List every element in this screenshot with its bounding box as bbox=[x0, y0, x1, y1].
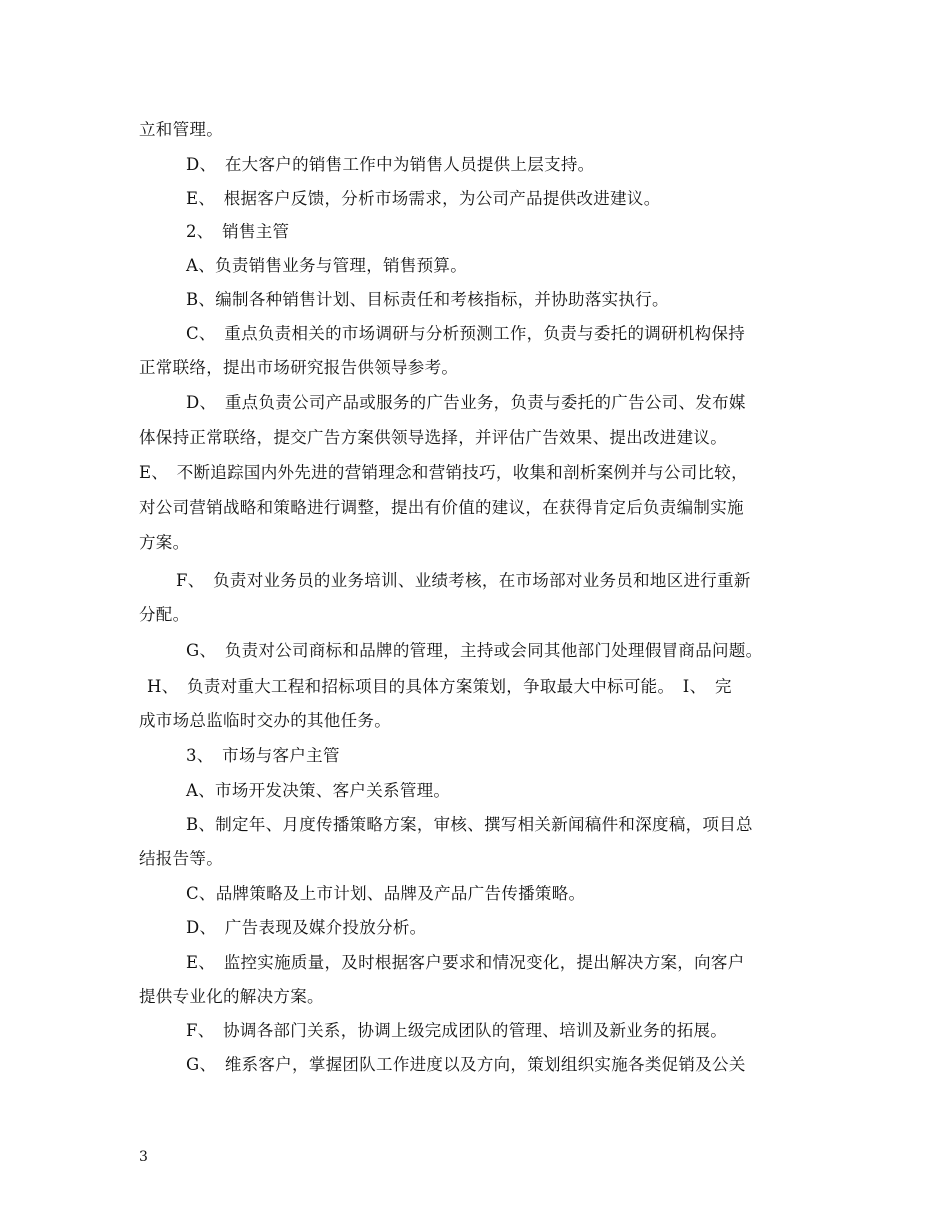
text-line: B、制定年、月度传播策略方案，审核、撰写相关新闻稿件和深度稿，项目总 bbox=[186, 815, 753, 834]
text-line: E、 监控实施质量，及时根据客户要求和情况变化，提出解决方案，向客户 bbox=[186, 953, 745, 972]
text-line: H、 负责对重大工程和招标项目的具体方案策划，争取最大中标可能。 I、 完 bbox=[147, 677, 732, 696]
text-line: G、 负责对公司商标和品牌的管理，主持或会同其他部门处理假冒商品问题。 bbox=[186, 641, 763, 660]
text-line: C、 重点负责相关的市场调研与分析预测工作，负责与委托的调研机构保持 bbox=[186, 324, 746, 343]
text-line: 3、 市场与客户主管 bbox=[186, 746, 340, 765]
text-line: 立和管理。 bbox=[139, 120, 223, 139]
text-line: 2、 销售主管 bbox=[186, 222, 290, 241]
text-line: 体保持正常联络，提交广告方案供领导选择，并评估广告效果、提出改进建议。 bbox=[139, 428, 727, 447]
text-line: D、 重点负责公司产品或服务的广告业务，负责与委托的广告公司、发布媒 bbox=[186, 393, 746, 412]
text-line: 结报告等。 bbox=[139, 849, 223, 868]
text-line: A、负责销售业务与管理，销售预算。 bbox=[186, 256, 468, 275]
text-line: F、 负责对业务员的业务培训、业绩考核，在市场部对业务员和地区进行重新 bbox=[176, 571, 751, 590]
text-line: E、 不断追踪国内外先进的营销理念和营销技巧，收集和剖析案例并与公司比较， bbox=[139, 463, 748, 482]
text-line: 分配。 bbox=[139, 605, 190, 624]
text-line: 方案。 bbox=[139, 533, 190, 552]
text-line: 提供专业化的解决方案。 bbox=[139, 987, 324, 1006]
text-line: F、 协调各部门关系，协调上级完成团队的管理、培训及新业务的拓展。 bbox=[186, 1021, 728, 1040]
text-line: G、 维系客户，掌握团队工作进度以及方向，策划组织实施各类促销及公关 bbox=[186, 1055, 746, 1074]
text-line: 成市场总监临时交办的其他任务。 bbox=[139, 711, 391, 730]
text-line: D、 广告表现及媒介投放分析。 bbox=[186, 918, 427, 937]
text-line: E、 根据客户反馈，分析市场需求，为公司产品提供改进建议。 bbox=[186, 189, 661, 208]
page-number: 3 bbox=[139, 1149, 148, 1165]
text-line: A、市场开发决策、客户关系管理。 bbox=[186, 781, 451, 800]
text-line: D、 在大客户的销售工作中为销售人员提供上层支持。 bbox=[186, 155, 595, 174]
text-line: C、品牌策略及上市计划、品牌及产品广告传播策略。 bbox=[186, 884, 586, 903]
text-line: 正常联络，提出市场研究报告供领导参考。 bbox=[139, 358, 459, 377]
text-line: B、编制各种销售计划、目标责任和考核指标，并协助落实执行。 bbox=[186, 290, 669, 309]
text-line: 对公司营销战略和策略进行调整，提出有价值的建议，在获得肯定后负责编制实施 bbox=[139, 498, 744, 517]
